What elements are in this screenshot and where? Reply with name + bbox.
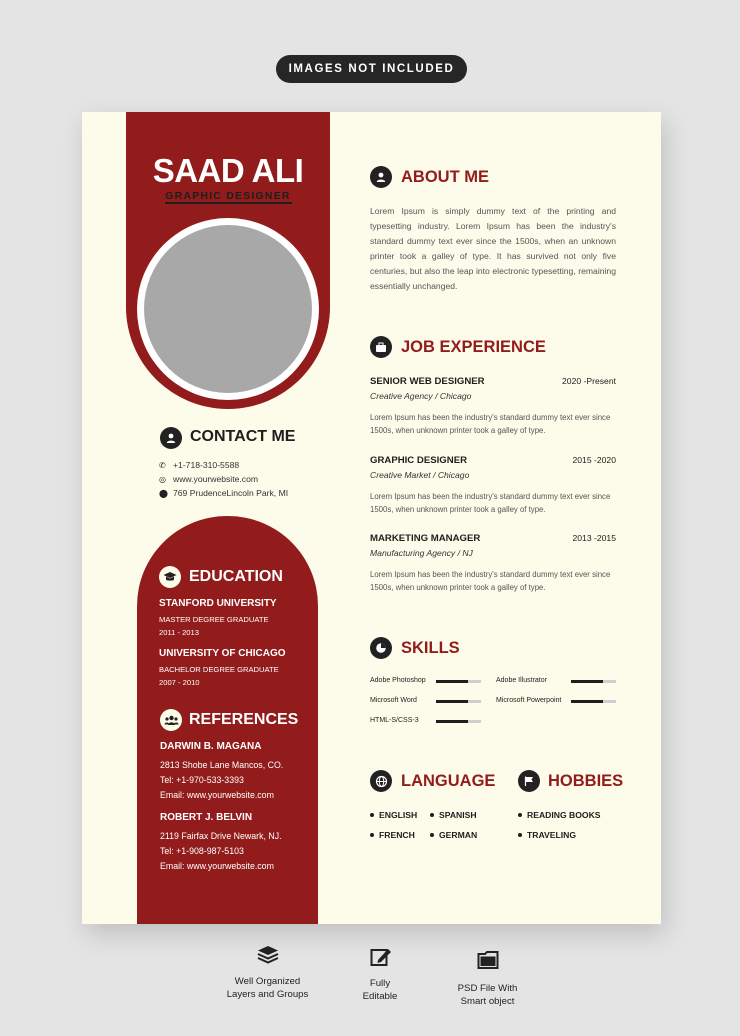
location-pin-icon: ⬤ [159, 489, 168, 498]
references-title: REFERENCES [189, 711, 299, 728]
pie-chart-icon [370, 637, 392, 659]
contact-title: CONTACT ME [190, 428, 296, 445]
education-title: EDUCATION [189, 568, 283, 585]
job-title: GRAPHIC DESIGNER [370, 455, 468, 466]
layers-icon [257, 945, 279, 965]
reference-name: ROBERT J. BELVIN [160, 812, 253, 823]
feature-line: PSD File With [457, 983, 518, 994]
reference-address: 2119 Fairfax Drive Newark, NJ. [160, 831, 282, 841]
contact-phone [159, 460, 239, 470]
globe-icon: ◎ [159, 475, 166, 484]
phone-icon: ✆ [159, 461, 166, 470]
job-description: Lorem Ipsum has been the industry's standard dummy text ever since 1500s, when unknown printer took a galley of type. [370, 413, 611, 435]
feature-editable [340, 977, 420, 1003]
skill-bar [436, 700, 481, 703]
job-company: Manufacturing Agency / NJ [370, 548, 473, 558]
job-title: MARKETING MANAGER [370, 533, 481, 544]
education-years: 2007 - 2010 [159, 678, 200, 687]
globe-icon [370, 770, 392, 792]
folder-icon [477, 950, 499, 970]
education-degree: BACHELOR DEGREE GRADUATE [159, 665, 279, 674]
resume-role: GRAPHIC DESIGNER [165, 190, 291, 202]
job-title: SENIOR WEB DESIGNER [370, 376, 485, 387]
hobbies-title: HOBBIES [548, 772, 624, 790]
language-title: LANGUAGE [401, 772, 496, 790]
feature-layers [210, 975, 325, 1001]
job-dates: 2015 -2020 [572, 455, 616, 465]
job-dates: 2020 -Present [562, 376, 616, 386]
feature-line: Smart object [460, 996, 515, 1007]
education-school: STANFORD UNIVERSITY [159, 598, 277, 609]
skill-bar-fill [571, 700, 603, 703]
skills-title: SKILLS [401, 639, 460, 657]
job-description: Lorem Ipsum has been the industry's standard dummy text ever since 1500s, when unknown printer took a galley of type. [370, 570, 611, 592]
reference-address: 2813 Shobe Lane Mancos, CO. [160, 760, 284, 770]
hobbies-flag-icon [518, 770, 540, 792]
briefcase-icon [370, 336, 392, 358]
skill-label: Microsoft Powerpoint [496, 697, 562, 704]
contact-user-icon [160, 427, 182, 449]
feature-line: Layers and Groups [226, 989, 309, 1000]
education-school: UNIVERSITY OF CHICAGO [159, 648, 286, 659]
language-item: FRENCH [370, 830, 415, 840]
images-not-included-banner: IMAGES NOT INCLUDED [276, 55, 467, 83]
resume-name: SAAD ALI [152, 152, 304, 189]
role-underline [165, 202, 292, 204]
skill-bar-fill [436, 720, 468, 723]
contact-phone-text: +1-718-310-5588 [173, 460, 240, 470]
skill-bar [436, 680, 481, 683]
reference-tel: Tel: +1-908-987-5103 [160, 846, 244, 856]
references-group-icon [160, 709, 182, 731]
education-degree: MASTER DEGREE GRADUATE [159, 615, 269, 624]
skill-bar-fill [571, 680, 603, 683]
skill-label: Microsoft Word [370, 697, 417, 704]
job-company: Creative Market / Chicago [370, 470, 470, 480]
reference-name: DARWIN B. MAGANA [160, 741, 262, 752]
skill-label: HTML-S/CSS-3 [370, 717, 419, 724]
contact-website [159, 474, 258, 484]
skill-bar [571, 700, 616, 703]
skill-bar [436, 720, 481, 723]
feature-line: Well Organized [234, 976, 301, 987]
skill-label: Adobe Illustrator [496, 677, 547, 684]
graduation-cap-icon [159, 566, 181, 588]
skill-bar [571, 680, 616, 683]
skill-label: Adobe Photoshop [370, 677, 426, 684]
about-user-icon [370, 166, 392, 188]
reference-tel: Tel: +1-970-533-3393 [160, 775, 244, 785]
resume-page [82, 112, 661, 924]
about-title: ABOUT ME [401, 168, 489, 186]
job-dates: 2013 -2015 [572, 533, 616, 543]
feature-line: Fully [369, 978, 391, 989]
language-item: GERMAN [430, 830, 477, 840]
about-text: Lorem Ipsum is simply dummy text of the printing and typesetting industry. Lorem Ipsum has been the industry's standard dummy text ever since the 1500s, when an unknown printer took a galley of type. It has survived not only five centuries, but also the leap into electronic typesetting, remaining essentially unchanged. [370, 206, 616, 291]
edit-icon [370, 946, 392, 968]
skill-bar-fill [436, 700, 468, 703]
photo-placeholder [144, 225, 312, 393]
language-item: SPANISH [430, 810, 477, 820]
job-company: Creative Agency / Chicago [370, 391, 472, 401]
experience-title: JOB EXPERIENCE [401, 338, 546, 356]
contact-website-text: www.yourwebsite.com [173, 474, 259, 484]
reference-email: Email: www.yourwebsite.com [160, 861, 274, 871]
education-years: 2011 - 2013 [159, 628, 199, 637]
hobby-item: READING BOOKS [518, 810, 601, 820]
language-item: ENGLISH [370, 810, 417, 820]
skill-bar-fill [436, 680, 468, 683]
contact-address [159, 488, 288, 498]
feature-line: Editable [362, 991, 398, 1002]
feature-psd [440, 982, 535, 1008]
contact-address-text: 769 PrudenceLincoln Park, MI [173, 488, 289, 498]
hobby-item: TRAVELING [518, 830, 576, 840]
reference-email: Email: www.yourwebsite.com [160, 790, 274, 800]
job-description: Lorem Ipsum has been the industry's standard dummy text ever since 1500s, when unknown printer took a galley of type. [370, 492, 611, 514]
